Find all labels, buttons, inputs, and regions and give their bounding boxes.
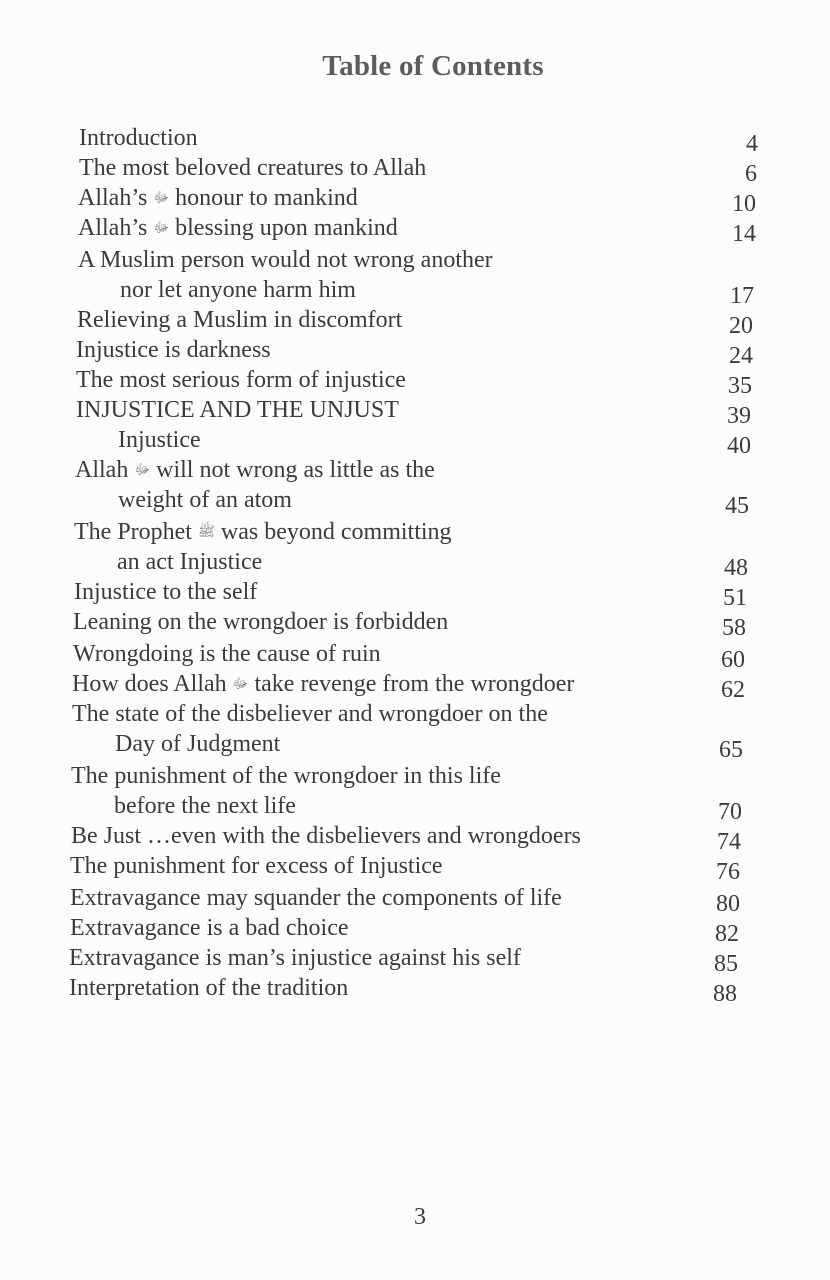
page-number: 3 (414, 1204, 426, 1230)
toc-entry-continuation: an act Injustice (117, 549, 263, 575)
toc-entry-page-number: 24 (729, 343, 753, 369)
toc-entry-continuation: before the next life (114, 793, 296, 819)
toc-entry-title: The most serious form of injustice (76, 367, 406, 393)
toc-entry-page-number: 40 (727, 433, 751, 459)
toc-entry-page-number: 51 (723, 585, 747, 611)
toc-entry-page-number: 6 (745, 161, 757, 187)
toc-entry-title: Introduction (79, 125, 198, 151)
honorific-seal-icon: ﷻ (232, 677, 249, 692)
toc-entry-title: The punishment for excess of Injustice (70, 853, 443, 879)
toc-entry-title: Allah’s ﷻ blessing upon mankind (78, 215, 398, 241)
toc-entry-title: The state of the disbeliever and wrongdoer on the (72, 701, 548, 727)
toc-entry-title: Extravagance is man’s injustice against his self (69, 945, 521, 971)
toc-entry-title: How does Allah ﷻ take revenge from the wrongdoer (72, 671, 575, 697)
toc-entry-page-number: 10 (732, 191, 756, 217)
toc-entry-page-number: 74 (717, 829, 741, 855)
toc-entry-title: Allah ﷻ will not wrong as little as the (75, 457, 435, 483)
toc-entry-title: Relieving a Muslim in discomfort (77, 307, 403, 333)
honorific-seal-icon: ﷻ (153, 221, 170, 236)
toc-entry-title: Leaning on the wrongdoer is forbidden (73, 609, 449, 635)
honorific-seal-icon: ﷻ (153, 191, 170, 206)
toc-entry-page-number: 70 (718, 799, 742, 825)
toc-entry-page-number: 20 (729, 313, 753, 339)
toc-entry-page-number: 4 (746, 131, 758, 157)
page-title: Table of Contents (322, 50, 544, 82)
toc-entry-page-number: 48 (724, 555, 748, 581)
pbuh-seal-icon: ﷺ (197, 525, 215, 540)
toc-entry-page-number: 45 (725, 493, 749, 519)
toc-entry-page-number: 14 (732, 221, 756, 247)
toc-entry-page-number: 39 (727, 403, 751, 429)
toc-entry-title: Wrongdoing is the cause of ruin (73, 641, 381, 667)
toc-entry-page-number: 35 (728, 373, 752, 399)
toc-entry-continuation: nor let anyone harm him (120, 277, 356, 303)
toc-entry-page-number: 65 (719, 737, 743, 763)
toc-entry-title: The most beloved creatures to Allah (79, 155, 427, 181)
toc-entry-page-number: 82 (715, 921, 739, 947)
toc-entry-page-number: 80 (716, 891, 740, 917)
toc-entry-title: The punishment of the wrongdoer in this life (71, 763, 501, 789)
toc-entry-page-number: 88 (713, 981, 737, 1007)
toc-entry-title: Interpretation of the tradition (69, 975, 349, 1001)
toc-entry-continuation: weight of an atom (118, 487, 292, 513)
toc-entry-page-number: 62 (721, 677, 745, 703)
toc-entry-title: INJUSTICE AND THE UNJUST (76, 397, 399, 423)
toc-entry-title: A Muslim person would not wrong another (78, 247, 493, 273)
toc-entry-continuation: Day of Judgment (115, 731, 281, 757)
toc-entry-title: Injustice (118, 427, 201, 453)
toc-entry-title: Be Just …even with the disbelievers and wrongdoers (71, 823, 581, 849)
toc-entry-page-number: 76 (716, 859, 740, 885)
honorific-seal-icon: ﷻ (134, 463, 151, 478)
toc-entry-title: Injustice is darkness (76, 337, 271, 363)
toc-entry-page-number: 17 (730, 283, 754, 309)
toc-entry-page-number: 60 (721, 647, 745, 673)
toc-entry-title: Extravagance may squander the components of life (70, 885, 562, 911)
toc-entry-page-number: 58 (722, 615, 746, 641)
toc-entry-title: Allah’s ﷻ honour to mankind (78, 185, 358, 211)
toc-entry-title: The Prophet ﷺ was beyond committing (74, 519, 452, 545)
toc-entry-title: Injustice to the self (74, 579, 258, 605)
toc-entry-page-number: 85 (714, 951, 738, 977)
toc-entry-title: Extravagance is a bad choice (70, 915, 349, 941)
